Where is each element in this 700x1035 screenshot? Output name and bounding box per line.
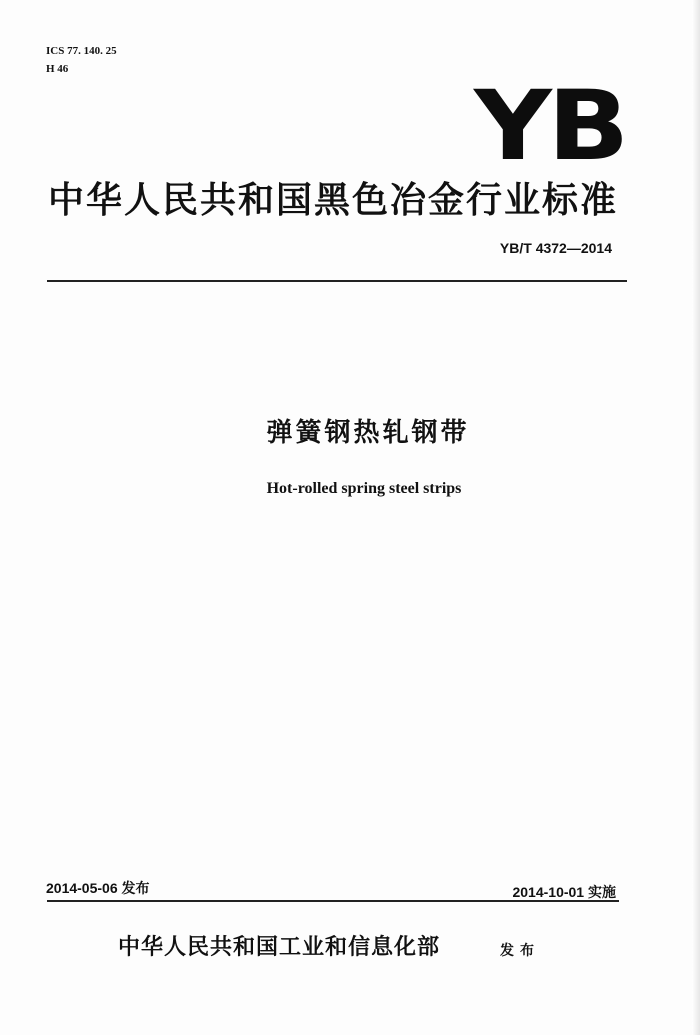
classification-codes <box>46 42 117 78</box>
header-divider <box>47 280 627 282</box>
page-edge <box>692 0 700 1035</box>
standard-number: YB/T 4372—2014 <box>499 240 612 256</box>
issuing-authority: 中华人民共和国工业和信息化部 <box>118 935 441 960</box>
ics-code: ICS 77. 140. 25 <box>46 45 117 57</box>
implementation-date: 2014-10-01 实施 <box>512 884 616 900</box>
class-code: H 46 <box>46 63 69 75</box>
footer-divider <box>47 900 619 902</box>
issue-date: 2014-05-06 发布 <box>46 880 150 896</box>
standard-organization-title: 中华人民共和国黑色冶金行业标准 <box>48 180 619 221</box>
document-title-cn: 弹簧钢热轧钢带 <box>266 418 470 448</box>
yb-logo: YB <box>474 70 625 182</box>
issuing-label: 发布 <box>500 943 540 959</box>
document-title-en: Hot-rolled spring steel strips <box>266 480 462 497</box>
